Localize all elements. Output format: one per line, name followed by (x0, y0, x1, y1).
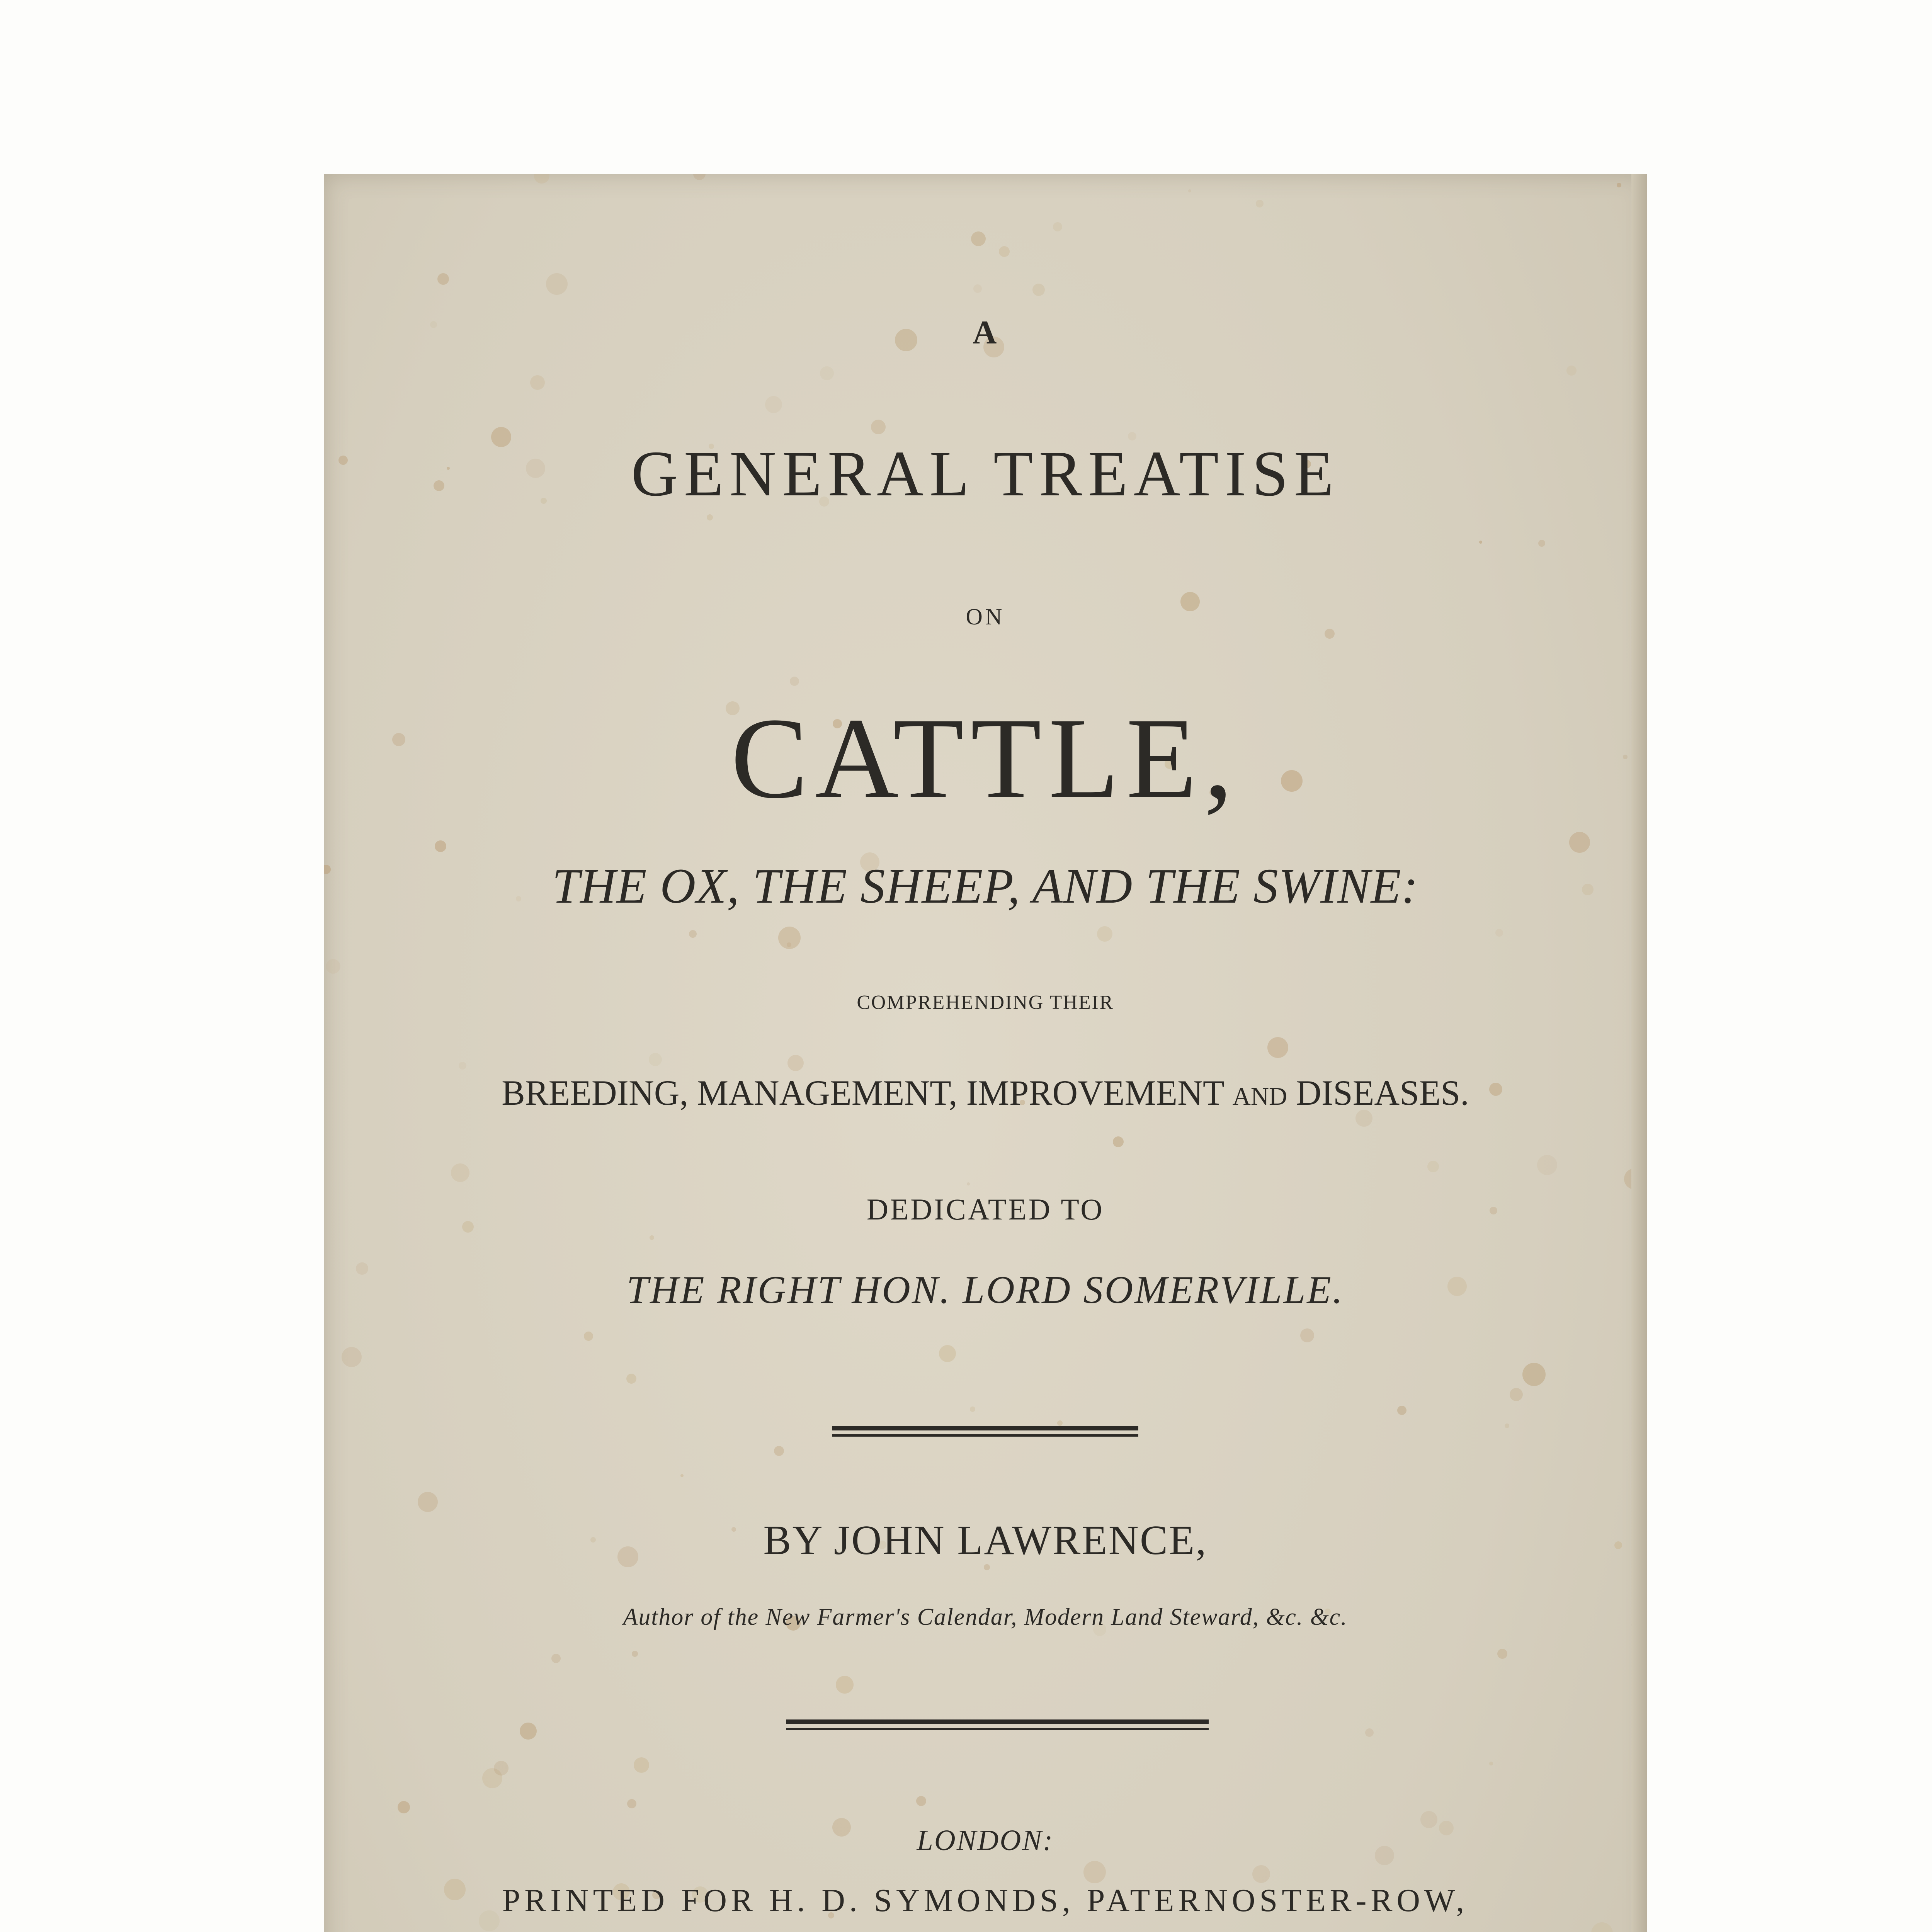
foxing-spot (1256, 200, 1264, 207)
title-on: ON (966, 604, 1005, 629)
author-line: BY JOHN LAWRENCE, (763, 1517, 1208, 1563)
subtitle-topics-and: AND (1232, 1082, 1287, 1111)
imprint-place: LONDON: (917, 1824, 1054, 1857)
foxing-spot (871, 420, 886, 434)
subtitle-topics-end: DISEASES. (1296, 1073, 1469, 1112)
foxing-spot (627, 1799, 636, 1808)
foxing-spot (1495, 929, 1503, 937)
foxing-spot (1505, 1423, 1509, 1428)
foxing-spot (790, 677, 799, 686)
foxing-spot (459, 1062, 466, 1070)
foxing-spot (1113, 1136, 1124, 1147)
subtitle-topics (330, 1072, 1640, 1113)
foxing-spot (916, 1796, 926, 1806)
foxing-spot (1591, 1922, 1613, 1932)
foxing-spot (1053, 222, 1062, 231)
title-cattle: CATTLE, (731, 694, 1240, 822)
foxing-spot (1522, 1363, 1546, 1386)
foxing-spot (707, 514, 713, 520)
foxing-spot (451, 1163, 469, 1182)
foxing-spot (546, 273, 568, 295)
foxing-spot (984, 1564, 990, 1570)
foxing-spot (967, 1182, 970, 1185)
foxing-spot (1569, 832, 1590, 853)
author-credentials: Author of the New Farmer's Calendar, Modern Land Steward, &c. &c. (623, 1604, 1348, 1630)
foxing-spot (1083, 1861, 1106, 1883)
foxing-spot (1479, 541, 1482, 544)
foxing-spot (1267, 1037, 1288, 1058)
foxing-spot (398, 1801, 410, 1813)
foxing-spot (418, 1492, 438, 1512)
foxing-spot (1365, 1728, 1374, 1737)
foxing-spot (632, 1651, 638, 1657)
foxing-spot (437, 273, 449, 285)
foxing-spot (534, 174, 549, 184)
double-rule-lower (786, 1719, 1209, 1735)
foxing-spot (634, 1757, 649, 1773)
foxing-spot (1427, 1161, 1439, 1172)
foxing-spot (778, 927, 801, 949)
subtitle-comprehending: COMPREHENDING THEIR (857, 992, 1114, 1014)
foxing-spot (973, 284, 982, 293)
foxing-spot (530, 375, 545, 390)
foxing-spot (765, 396, 782, 413)
foxing-spot (1566, 366, 1577, 376)
foxing-spot (326, 959, 340, 974)
foxing-spot (650, 1235, 654, 1240)
foxing-spot (680, 1474, 684, 1477)
foxing-spot (939, 1345, 956, 1362)
foxing-spot (494, 1761, 509, 1776)
foxing-spot (342, 1347, 362, 1367)
foxing-spot (1489, 1762, 1493, 1765)
foxing-spot (693, 174, 706, 180)
dedication-label: DEDICATED TO (866, 1192, 1104, 1226)
dedicatee: THE RIGHT HON. LORD SOMERVILLE. (626, 1268, 1344, 1312)
subtitle-topics-main: BREEDING, MANAGEMENT, IMPROVEMENT (502, 1073, 1224, 1112)
foxing-spot (1188, 189, 1191, 192)
foxing-spot (689, 930, 697, 938)
foxing-spot (1300, 1328, 1314, 1342)
foxing-spot (1537, 1155, 1557, 1175)
title-article: A (973, 314, 998, 351)
foxing-spot (520, 1723, 537, 1740)
subtitle-animals: THE OX, THE SHEEP, AND THE SWINE: (552, 859, 1418, 913)
foxing-spot (584, 1332, 593, 1341)
foxing-spot (836, 1676, 854, 1694)
double-rule-upper (832, 1426, 1138, 1441)
foxing-spot (820, 366, 834, 380)
foxing-spot (649, 1053, 662, 1066)
foxing-spot (435, 840, 446, 852)
foxing-spot (774, 1446, 784, 1456)
imprint-publisher: PRINTED FOR H. D. SYMONDS, PATERNOSTER-ROW, (502, 1883, 1469, 1918)
foxing-spot (787, 1055, 804, 1071)
foxing-spot (1057, 1420, 1063, 1426)
foxing-spot (1497, 1649, 1507, 1659)
foxing-spot (626, 1374, 636, 1384)
foxing-spot (971, 231, 986, 246)
foxing-spot (1097, 926, 1112, 942)
foxing-spot (1617, 183, 1621, 187)
scanned-title-page (324, 174, 1647, 1932)
foxing-spot (1397, 1406, 1406, 1415)
foxing-spot (1510, 1388, 1523, 1401)
title-general-treatise: GENERAL TREATISE (631, 438, 1340, 510)
foxing-spot (970, 1406, 975, 1412)
foxing-spot (1032, 284, 1045, 296)
foxing-spot (999, 246, 1010, 257)
foxing-spot (1252, 1865, 1270, 1883)
foxing-spot (551, 1654, 561, 1663)
foxing-spot (1538, 540, 1545, 547)
